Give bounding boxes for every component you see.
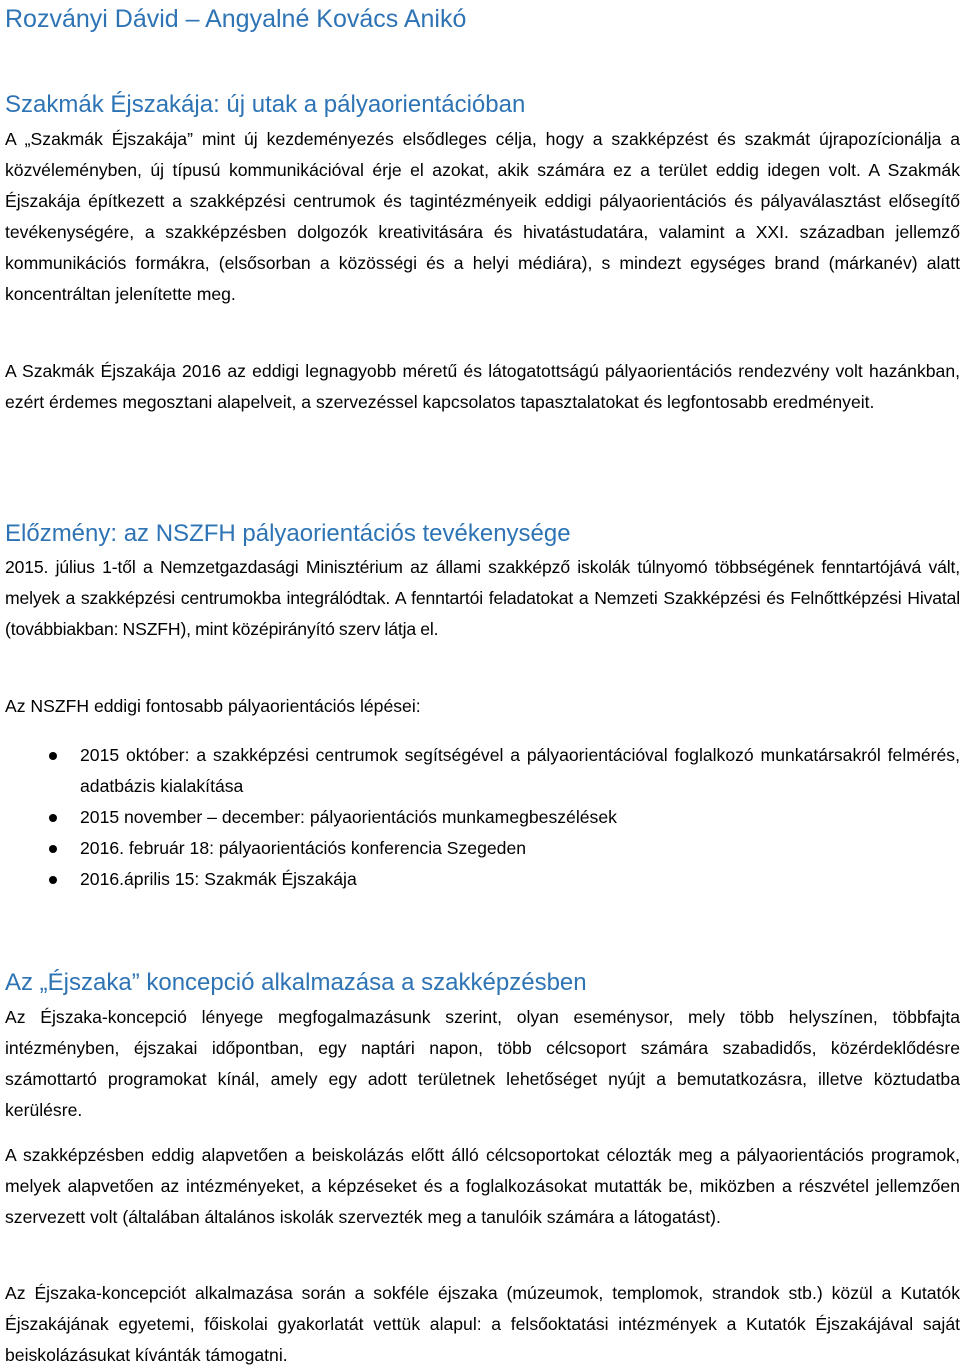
- milestone-list: [5, 740, 960, 895]
- section-title-ejszaka-koncepcio: Az „Éjszaka” koncepció alkalmazása a szakképzésben: [5, 969, 587, 996]
- section-title-elozmeny: Előzmény: az NSZFH pályaorientációs tevékenysége: [5, 520, 571, 547]
- bullet-icon: [49, 814, 57, 822]
- paragraph-list-intro: Az NSZFH eddigi fontosabb pályaorientációs lépései:: [5, 696, 421, 716]
- paragraph-beiskolazas: A szakképzésben eddig alapvetően a beiskolázás előtt álló célcsoportokat célozták meg a pályaorientációs programok, melyek alapvetően az intézményeket, a képzéseket és a foglalkozásokat mutatták be, miközben a részvétel jellemzően szervezett volt (általában általános iskolák szervezték meg a tanulóik számára a látogatást).: [5, 1145, 960, 1227]
- list-item-text: 2016. február 18: pályaorientációs konferencia Szegeden: [80, 838, 527, 858]
- bullet-icon: [49, 752, 57, 760]
- section-title-szakmak-ejszakaja: Szakmák Éjszakája: új utak a pályaorientációban: [5, 91, 526, 118]
- authors-line: Rozványi Dávid – Angyalné Kovács Anikó: [5, 5, 467, 33]
- paragraph-kutatok-ejszakaja: Az Éjszaka-koncepciót alkalmazása során a sokféle éjszaka (múzeumok, templomok, strandok stb.) közül a Kutatók Éjszakájának egyetemi, főiskolai gyakorlatát vettük alapul: a felsőoktatási intézmények a Kutatók Éjszakájával saját beiskolázásukat kívánták támogatni.: [5, 1283, 960, 1365]
- paragraph-nszfh-background: 2015. július 1-től a Nemzetgazdasági Minisztérium az állami szakképző iskolák túlnyomó többségének fenntartójává vált, melyek a szakképzési centrumokba integrálódtak. A fenntartói feladatokat a Nemzeti Szakképzési és Felnőttképzési Hivatal (továbbiakban: NSZFH), mint középirányító szerv látja el.: [5, 557, 960, 639]
- list-item: [5, 864, 960, 895]
- list-item-text: 2016.április 15: Szakmák Éjszakája: [80, 869, 357, 889]
- list-item-text: 2015 október: a szakképzési centrumok segítségével a pályaorientációval foglalkozó munkatársakról felmérés, adatbázis kialakítása: [80, 745, 960, 796]
- bullet-icon: [49, 876, 57, 884]
- paragraph-intro: A „Szakmák Éjszakája” mint új kezdeményezés elsődleges célja, hogy a szakképzést és szakmát újrapozícionálja a közvéleményben, új típusú kommunikációval érje el azokat, akik számára ez a terület eddig idegen volt. A Szakmák Éjszakája építkezett a szakképzési centrumok és tagintézményeik eddigi pályaorientációs és pályaválasztást elősegítő tevékenységére, a szakképzésben dolgozók kreativitására és hivatástudatára, valamint a XXI. században jellemző kommunikációs formákra, (elsősorban a közösségi és a helyi médiára), s mindezt egységes brand (márkanév) alatt koncentráltan jelenítette meg.: [5, 129, 960, 304]
- list-item-text: 2015 november – december: pályaorientációs munkamegbeszélések: [80, 807, 617, 827]
- paragraph-2016-summary: A Szakmák Éjszakája 2016 az eddigi legnagyobb méretű és látogatottságú pályaorientációs rendezvény volt hazánkban, ezért érdemes megosztani alapelveit, a szervezéssel kapcsolatos tapasztalatokat és legfontosabb eredményeit.: [5, 361, 960, 412]
- bullet-icon: [49, 845, 57, 853]
- list-item: [5, 740, 960, 802]
- list-item: [5, 802, 960, 833]
- list-item: [5, 833, 960, 864]
- paragraph-koncepcio-lenyege: Az Éjszaka-koncepció lényege megfogalmazásunk szerint, olyan eseménysor, mely több helyszínen, többfajta intézményben, éjszakai időpontban, egy naptári napon, több célcsoport számára szabadidős, közérdeklődésre számottartó programokat kínál, amely egy adott területnek lehetőséget nyújt a bemutatkozásra, illetve köztudatba kerülésre.: [5, 1007, 960, 1120]
